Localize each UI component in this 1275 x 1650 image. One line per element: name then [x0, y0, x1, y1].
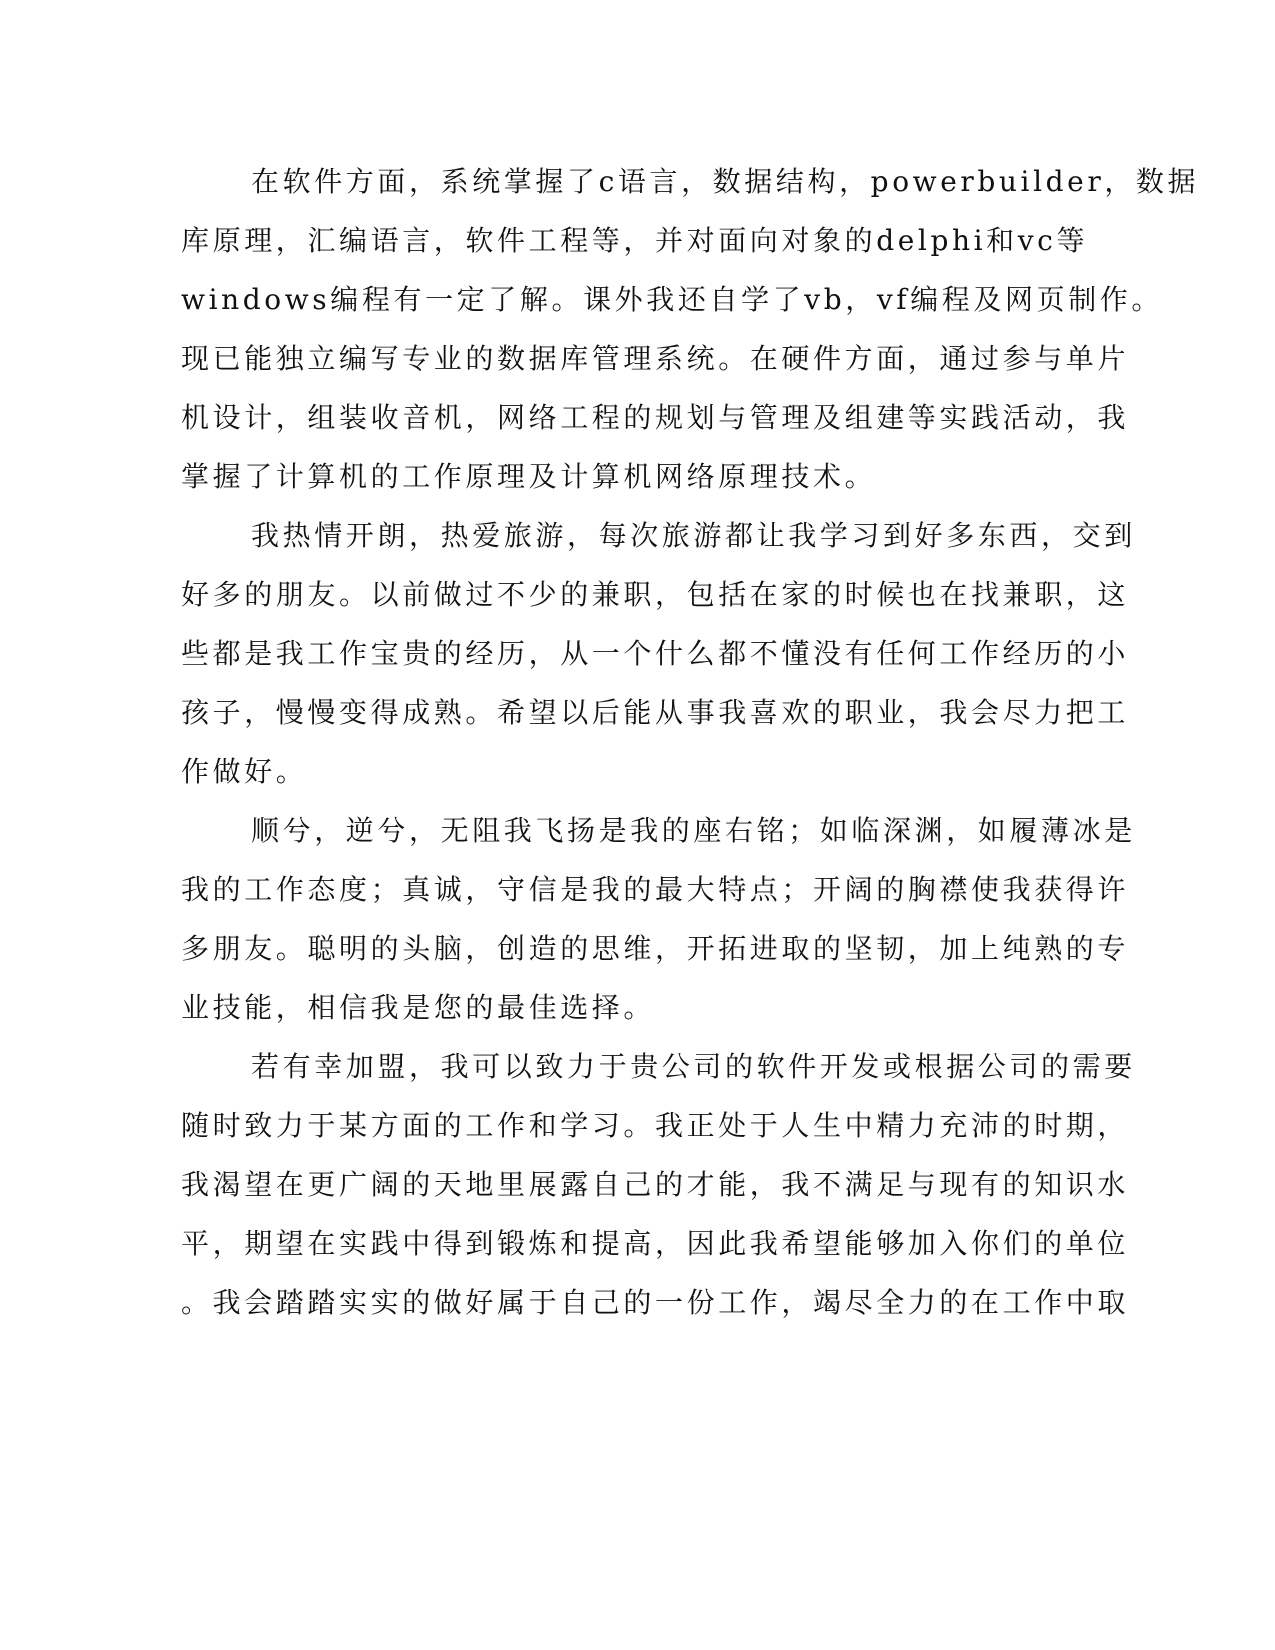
text-line: 机设计，组装收音机，网络工程的规划与管理及组建等实践活动，我	[181, 401, 1130, 434]
text-line: 平，期望在实践中得到锻炼和提高，因此我希望能够加入你们的单位	[181, 1227, 1130, 1260]
text-line: 我的工作态度；真诚，守信是我的最大特点；开阔的胸襟使我获得许	[181, 873, 1130, 906]
text-line: windows编程有一定了解。课外我还自学了vb，vf编程及网页制作。	[181, 283, 1163, 316]
paragraph-personality	[181, 506, 1136, 801]
text-line: 。我会踏踏实实的做好属于自己的一份工作，竭尽全力的在工作中取	[181, 1286, 1130, 1319]
text-line: 我热情开朗，热爱旅游，每次旅游都让我学习到好多东西，交到	[251, 519, 1136, 552]
text-line: 掌握了计算机的工作原理及计算机网络原理技术。	[181, 460, 877, 493]
text-line: 多朋友。聪明的头脑，创造的思维，开拓进取的坚韧，加上纯熟的专	[181, 932, 1130, 965]
paragraph-software-skills	[181, 152, 1200, 506]
text-line: 顺兮，逆兮，无阻我飞扬是我的座右铭；如临深渊，如履薄冰是	[251, 814, 1136, 847]
text-line: 现已能独立编写专业的数据库管理系统。在硬件方面，通过参与单片	[181, 342, 1130, 375]
text-line: 我渴望在更广阔的天地里展露自己的才能，我不满足与现有的知识水	[181, 1168, 1130, 1201]
text-line: 好多的朋友。以前做过不少的兼职，包括在家的时候也在找兼职，这	[181, 578, 1130, 611]
text-line: 业技能，相信我是您的最佳选择。	[181, 991, 656, 1024]
text-line: 库原理，汇编语言，软件工程等，并对面向对象的delphi和vc等	[181, 224, 1089, 257]
text-line: 随时致力于某方面的工作和学习。我正处于人生中精力充沛的时期，	[181, 1109, 1130, 1142]
paragraph-motto	[181, 801, 1136, 1037]
text-line: 孩子，慢慢变得成熟。希望以后能从事我喜欢的职业，我会尽力把工	[181, 696, 1130, 729]
paragraph-aspiration	[181, 1037, 1136, 1332]
text-line: 若有幸加盟，我可以致力于贵公司的软件开发或根据公司的需要	[251, 1050, 1136, 1083]
text-line: 在软件方面，系统掌握了c语言，数据结构，powerbuilder，数据	[251, 165, 1200, 198]
document-body	[181, 152, 1200, 1332]
text-line: 些都是我工作宝贵的经历，从一个什么都不懂没有任何工作经历的小	[181, 637, 1130, 670]
text-line: 作做好。	[181, 755, 308, 788]
